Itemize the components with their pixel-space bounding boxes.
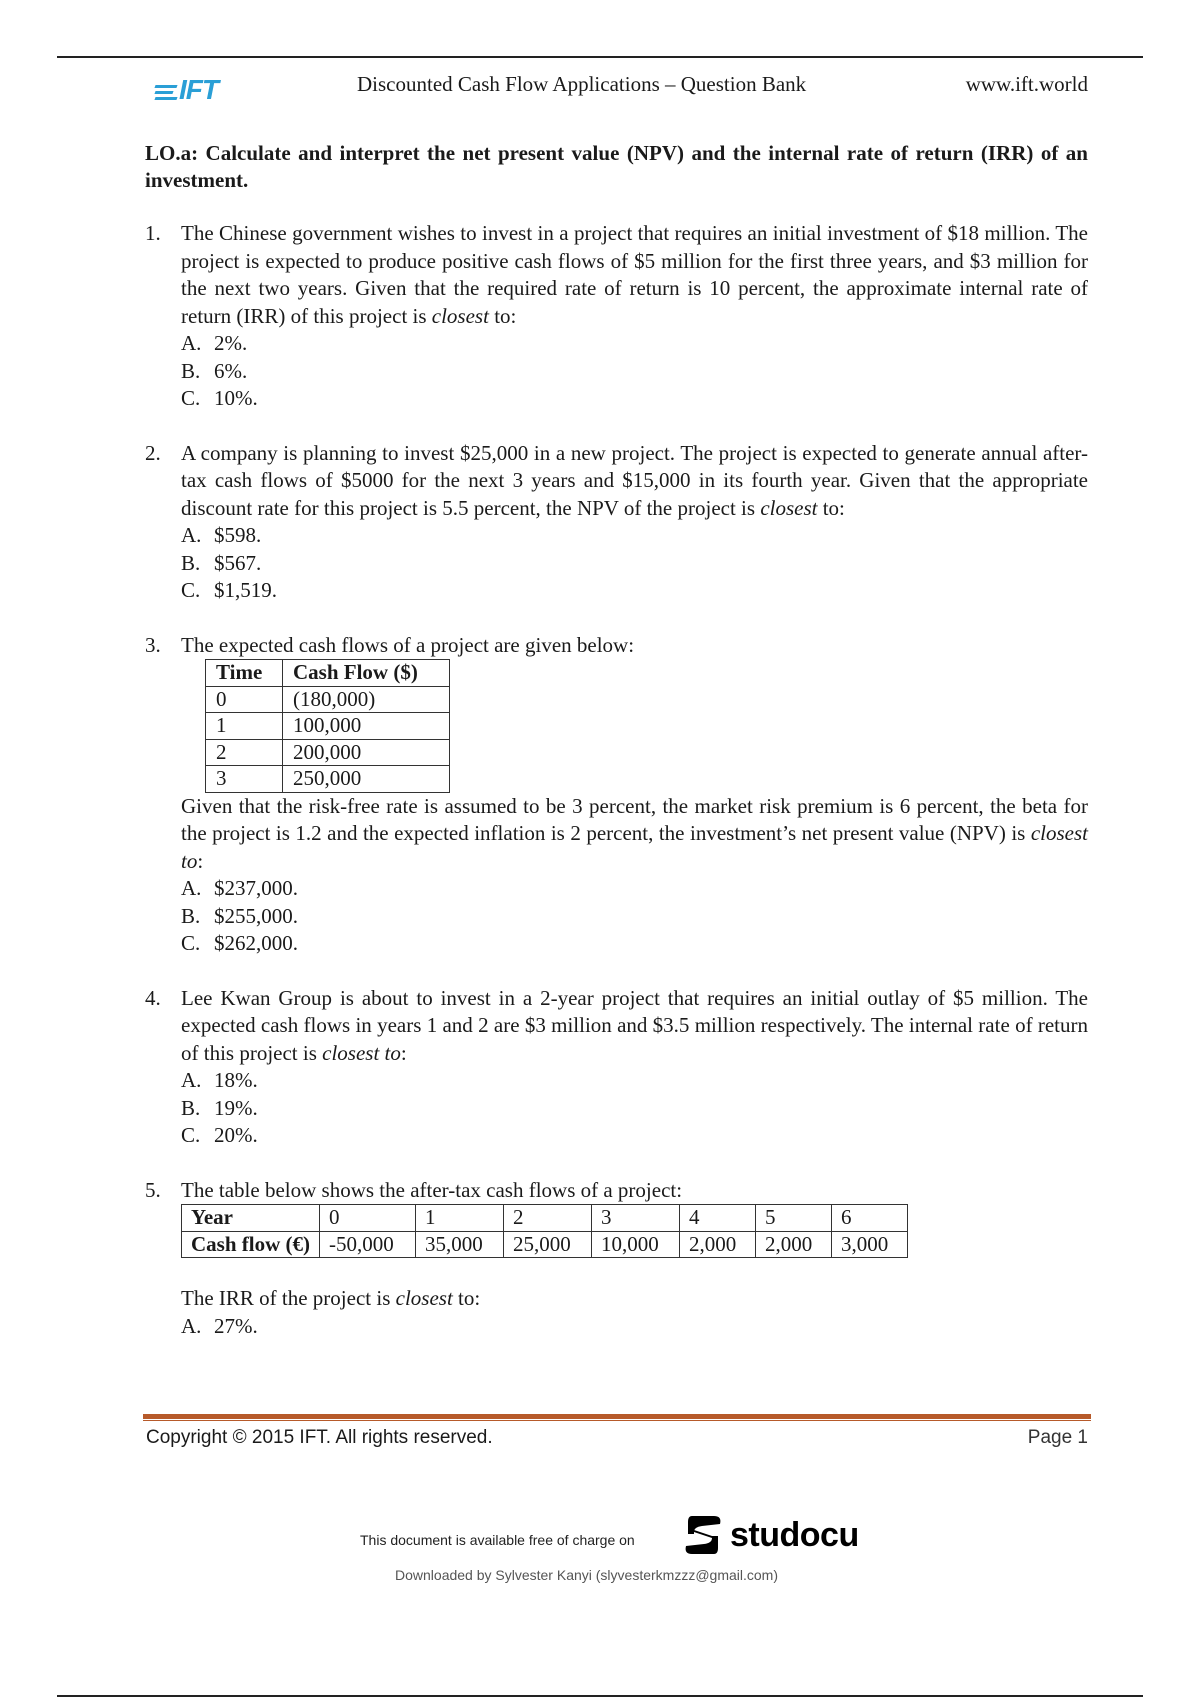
table-cell: 6 [832,1205,908,1232]
top-rule [57,56,1143,58]
table-cell: -50,000 [320,1231,416,1258]
option-c: C. $262,000. [181,931,298,955]
option-a: A. 18%. [181,1068,258,1092]
option-a: A. $237,000. [181,876,298,900]
table-cell: 25,000 [504,1231,592,1258]
table-row-header: Year [182,1205,320,1232]
option-a: A. $598. [181,523,262,547]
question-intro: The expected cash flows of a project are given below: [181,632,635,657]
download-note: Downloaded by Sylvester Kanyi (slyvesterkmzzz@gmail.com) [395,1567,778,1583]
question-number: 5. [145,1177,161,1202]
table-cell: 100,000 [283,713,450,740]
table-cell: 5 [756,1205,832,1232]
copyright-notice: Copyright © 2015 IFT. All rights reserved. [146,1427,493,1448]
question-1 [145,220,1088,413]
answer-options [181,1067,1088,1150]
question-number: 3. [145,632,161,657]
footer-rule [143,1414,1091,1419]
table-cell: 2,000 [680,1231,756,1258]
table-cell: 250,000 [283,766,450,793]
table-cell: 4 [680,1205,756,1232]
cash-flow-table [205,659,450,793]
table-cell: 3 [206,766,283,793]
question-text: Given that the risk-free rate is assumed to be 3 percent, the market risk premium is 6 percent, the beta for the project is 1.2 and the expected inflation is 2 percent, the investment’s net present value (NPV) is closest to: [181,793,1088,873]
option-b: B. $255,000. [181,903,298,928]
studocu-logo[interactable] [680,1512,859,1558]
studocu-mark-icon [680,1512,726,1558]
table-row [182,1205,908,1232]
studocu-banner [360,1512,880,1562]
question-2 [145,440,1088,605]
question-text: A company is planning to invest $25,000 in a new project. The project is expected to generate annual after-tax cash flows of $5000 for the next 3 years and $15,000 in its fourth year. Given that the appropriate discount rate for this project is 5.5 percent, the NPV of the project is closest to: [181,440,1088,520]
table-cell: 0 [320,1205,416,1232]
question-number: 1. [145,221,161,245]
answer-options [181,522,1088,605]
table-cell: 2 [206,739,283,766]
table-cell: 3,000 [832,1231,908,1258]
question-4 [145,985,1088,1150]
website-url: www.ift.world [965,72,1088,96]
answer-options [181,330,1088,413]
availability-note: This document is available free of charge on [360,1532,635,1548]
table-cell: (180,000) [283,686,450,713]
table-row [206,739,450,766]
logo-bars-icon [155,85,177,100]
bottom-rule [57,1695,1143,1697]
table-row [206,766,450,793]
table-header-cell: Cash Flow ($) [283,660,450,687]
table-header-row [206,660,450,687]
question-list [145,220,1088,1340]
question-number: 2. [145,440,161,465]
table-cell: 2 [504,1205,592,1232]
table-cell: 10,000 [592,1231,680,1258]
learning-outcome: LO.a: Calculate and interpret the net present value (NPV) and the internal rate of return (IRR) of an investment. [145,141,1088,192]
question-5 [145,1177,1088,1341]
footer-rule-thin [143,1420,1091,1421]
table-row-header: Cash flow (€) [182,1231,320,1258]
studocu-brand: studocu [730,1515,859,1554]
question-number: 4. [145,985,161,1010]
page-number: Page 1 [1027,1427,1088,1448]
option-b: B. 19%. [181,1095,258,1120]
option-b: B. 6%. [181,358,248,383]
document-title: Discounted Cash Flow Applications – Question Bank [357,72,807,96]
table-cell: 200,000 [283,739,450,766]
option-c: C. 20%. [181,1123,258,1147]
question-3 [145,632,1088,958]
option-a: A. 27%. [181,1313,258,1338]
ift-logo [155,74,218,106]
logo-text: IFT [179,74,218,105]
option-c: C. 10%. [181,386,258,410]
option-b: B. $567. [181,550,262,575]
question-text: The Chinese government wishes to invest in a project that requires an initial investment of $18 million. The project is expected to produce positive cash flows of $5 million for the first three years, and $3 million for the next two years. Given that the required rate of return is 10 percent, the approximate internal rate of return (IRR) of this project is closest to: [181,221,1088,328]
question-text: The IRR of the project is closest to: [181,1286,481,1310]
answer-options [181,1313,1088,1341]
table-cell: 35,000 [416,1231,504,1258]
question-intro: The table below shows the after-tax cash flows of a project: [181,1177,683,1202]
option-c: C. $1,519. [181,578,277,602]
page-content [145,70,1088,1367]
page-header [145,70,1088,108]
table-header-cell: Time [206,660,283,687]
table-cell: 1 [206,713,283,740]
question-text: Lee Kwan Group is about to invest in a 2-year project that requires an initial outlay of $5 million. The expected cash flows in years 1 and 2 are $3 million and $3.5 million respectively. The internal rate of return of this project is closest to: [181,985,1088,1065]
table-row [206,686,450,713]
table-row [182,1231,908,1258]
cash-flow-table [181,1204,908,1258]
answer-options [181,875,1088,958]
table-cell: 2,000 [756,1231,832,1258]
table-cell: 0 [206,686,283,713]
table-cell: 3 [592,1205,680,1232]
table-cell: 1 [416,1205,504,1232]
table-row [206,713,450,740]
option-a: A. 2%. [181,331,248,355]
